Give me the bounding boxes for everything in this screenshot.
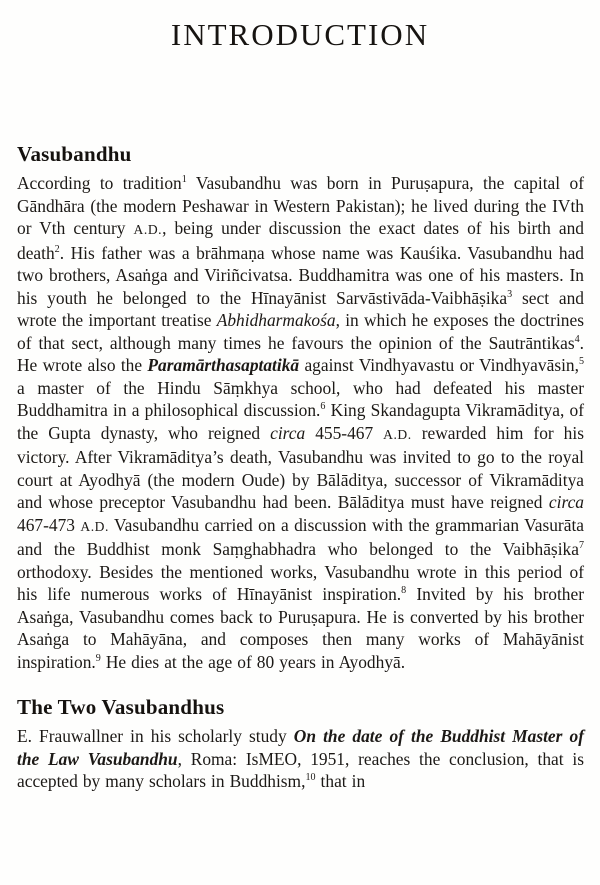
footnote-marker: 6 [320,401,326,413]
text-run: sect and wrote the important treatise [17,287,584,331]
footnote-marker: 9 [95,652,101,664]
section-heading-vasubandhu: Vasubandhu [17,142,132,166]
text-run: Abhidharmakośa [216,310,336,331]
footnote-marker: 2 [54,243,60,255]
text-run: circa [548,492,584,513]
text-run: According to tradition [17,173,182,194]
text-run: Paramārthasaptatikā [147,355,300,376]
footnote-marker: 4 [574,333,580,345]
text-run: Vasubandhu carried on a discussion with the grammarian Vasurāta and the Buddhist monk Saṃghabhadra who belonged to the Vaibhāṣika [17,514,584,560]
section-two-vasubandhus [17,696,584,793]
text-run: against Vindhyavastu or Vindhyavāsin, [299,355,579,376]
page-title: INTRODUCTION [170,17,430,52]
text-run: , Roma: IsMEO, 1951, reaches the conclusion, that is accepted by many scholars in Buddhism, [17,748,584,792]
text-run: He dies at the age of 80 years in Ayodhyā. [100,651,406,672]
text-run: E. Frauwallner in his scholarly study [17,726,294,747]
footnote-marker: 3 [507,288,513,300]
text-run: On the date of the Buddhist Master of the Law Vasubandhu [17,726,584,769]
text-run: orthodoxy. Besides the mentioned works, Vasubandhu wrote in this period of his life numerous works of Hīnayānist inspiration. [17,561,584,605]
text-run: , in which he exposes the doctrines of that sect, although many times he favours the opinion of the Sautrāntikas [17,310,584,353]
paragraph-two-vasubandhus [17,725,584,793]
footnote-marker: 10 [305,772,316,784]
text-run: A.D. [383,426,412,442]
text-run: circa [270,422,306,443]
footnote-marker: 8 [401,585,407,597]
text-run: . His father was a brāhmaṇa whose name was Kauśika. Vasubandhu had two brothers, Asaṅga and Viriñcivatsa. Buddhamitra was one of his masters. In his youth he belonged to the Hīnayānist Sarvāstivāda-Vaibhāṣika [17,242,584,308]
text-run: . He wrote also the [17,332,584,376]
text-run: , being under discussion the exact dates of his birth and death [17,218,584,263]
text-run: a master of the Hindu Sāṃkhya school, who had defeated his master Buddhamitra in a philosophical discussion. [17,377,584,421]
text-run: that in [315,771,366,792]
text-run: King Skandagupta Vikramāditya, of the Gupta dynasty, who reigned [17,400,584,443]
page-content [0,143,600,793]
section-vasubandhu [17,143,584,673]
footnote-marker: 7 [578,540,584,552]
text-run: Vasubandhu was born in Puruṣapura, the capital of Gāndhāra (the modern Peshawar in Western Pakistan); he lived during the IVth or Vth century [17,173,584,239]
text-run: rewarded him for his victory. After Vikramāditya’s death, Vasubandhu was invited to go to the royal court at Ayodhyā (the modern Oude) by Bālāditya, successor of Vikramāditya and whose preceptor Vasubandhu had been. Bālāditya must have reigned [17,422,584,513]
text-run: 455-467 [305,422,384,443]
footnote-marker: 5 [578,356,585,368]
text-run: Invited by his brother Asaṅga, Vasubandhu comes back to Puruṣapura. He is converted by his brother Asaṅga to Mahāyāna, and composes then many works of Mahāyānist inspiration. [17,584,584,672]
text-run: A.D. [133,222,163,238]
footnote-marker: 1 [181,174,187,186]
section-heading-two-vasubandhus: The Two Vasubandhus [17,695,225,720]
paragraph-vasubandhu-biography [17,172,584,673]
text-run: 467-473 [17,514,81,535]
text-run: A.D. [80,518,109,534]
